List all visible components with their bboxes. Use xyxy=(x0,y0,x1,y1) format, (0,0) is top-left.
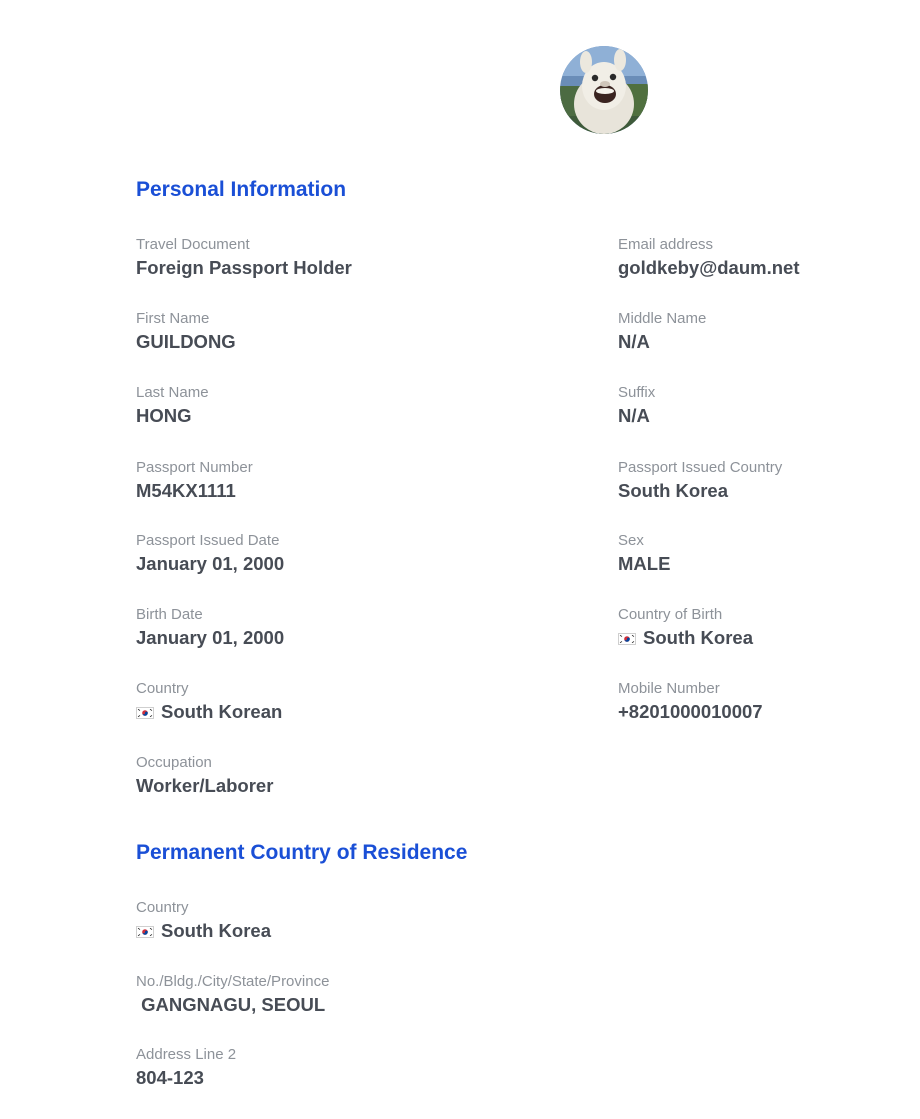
middle-name-label: Middle Name xyxy=(618,310,707,327)
email-label: Email address xyxy=(618,236,714,253)
passport-issued-country-value: South Korea xyxy=(618,480,728,501)
birth-date-field xyxy=(136,606,284,650)
travel-document-label: Travel Document xyxy=(136,236,250,253)
middle-name-value: N/A xyxy=(618,331,650,352)
country-of-birth-value: South Korea xyxy=(643,627,753,648)
suffix-value: N/A xyxy=(618,405,650,426)
passport-issued-date-label: Passport Issued Date xyxy=(136,532,280,549)
address-line-1-label: No./Bldg./City/State/Province xyxy=(136,973,330,990)
last-name-value: HONG xyxy=(136,405,192,426)
country-of-birth-value-row xyxy=(618,626,753,650)
address-line-2-label: Address Line 2 xyxy=(136,1046,237,1063)
country-field xyxy=(136,680,282,724)
travel-document-value: Foreign Passport Holder xyxy=(136,257,352,278)
residence-country-label: Country xyxy=(136,899,189,916)
residence-country-value-row xyxy=(136,919,271,943)
occupation-label: Occupation xyxy=(136,754,212,771)
suffix-field xyxy=(618,384,655,428)
mobile-number-value: +8201000010007 xyxy=(618,701,763,722)
mobile-number-field xyxy=(618,680,763,724)
address-line-2-value: 804-123 xyxy=(136,1067,204,1088)
passport-number-value: M54KX1111 xyxy=(136,480,236,501)
sex-field xyxy=(618,532,670,576)
first-name-label: First Name xyxy=(136,310,210,327)
birth-date-label: Birth Date xyxy=(136,606,203,623)
sex-label: Sex xyxy=(618,532,644,549)
country-value: South Korean xyxy=(161,701,283,722)
suffix-label: Suffix xyxy=(618,384,656,401)
birth-date-value: January 01, 2000 xyxy=(136,627,285,648)
avatar xyxy=(560,46,648,134)
occupation-value: Worker/Laborer xyxy=(136,775,274,796)
first-name-value: GUILDONG xyxy=(136,331,236,352)
south-korea-flag-icon xyxy=(136,707,154,719)
address-line-1-field xyxy=(136,973,329,1017)
occupation-field xyxy=(136,754,273,798)
sex-value: MALE xyxy=(618,553,671,574)
alpaca-avatar-icon xyxy=(560,46,648,134)
residence-title: Permanent Country of Residence xyxy=(136,841,468,864)
last-name-field xyxy=(136,384,209,428)
south-korea-flag-icon xyxy=(618,633,636,645)
passport-number-label: Passport Number xyxy=(136,459,253,476)
passport-issued-date-field xyxy=(136,532,284,576)
passport-issued-date-value: January 01, 2000 xyxy=(136,553,285,574)
personal-information-title: Personal Information xyxy=(136,178,347,201)
email-value: goldkeby@daum.net xyxy=(618,257,800,278)
last-name-label: Last Name xyxy=(136,384,209,401)
mobile-number-label: Mobile Number xyxy=(618,680,720,697)
country-of-birth-field xyxy=(618,606,753,650)
residence-country-value: South Korea xyxy=(161,920,271,941)
country-of-birth-label: Country of Birth xyxy=(618,606,723,623)
passport-issued-country-field xyxy=(618,459,782,503)
travel-document-field xyxy=(136,236,352,280)
email-field xyxy=(618,236,799,280)
south-korea-flag-icon xyxy=(136,926,154,938)
passport-number-field xyxy=(136,459,253,503)
first-name-field xyxy=(136,310,236,354)
middle-name-field xyxy=(618,310,706,354)
residence-country-field xyxy=(136,899,271,943)
country-value-row xyxy=(136,700,282,724)
address-line-1-value: GANGNAGU, SEOUL xyxy=(136,994,326,1015)
passport-issued-country-label: Passport Issued Country xyxy=(618,459,783,476)
country-label: Country xyxy=(136,680,189,697)
address-line-2-field xyxy=(136,1046,236,1090)
